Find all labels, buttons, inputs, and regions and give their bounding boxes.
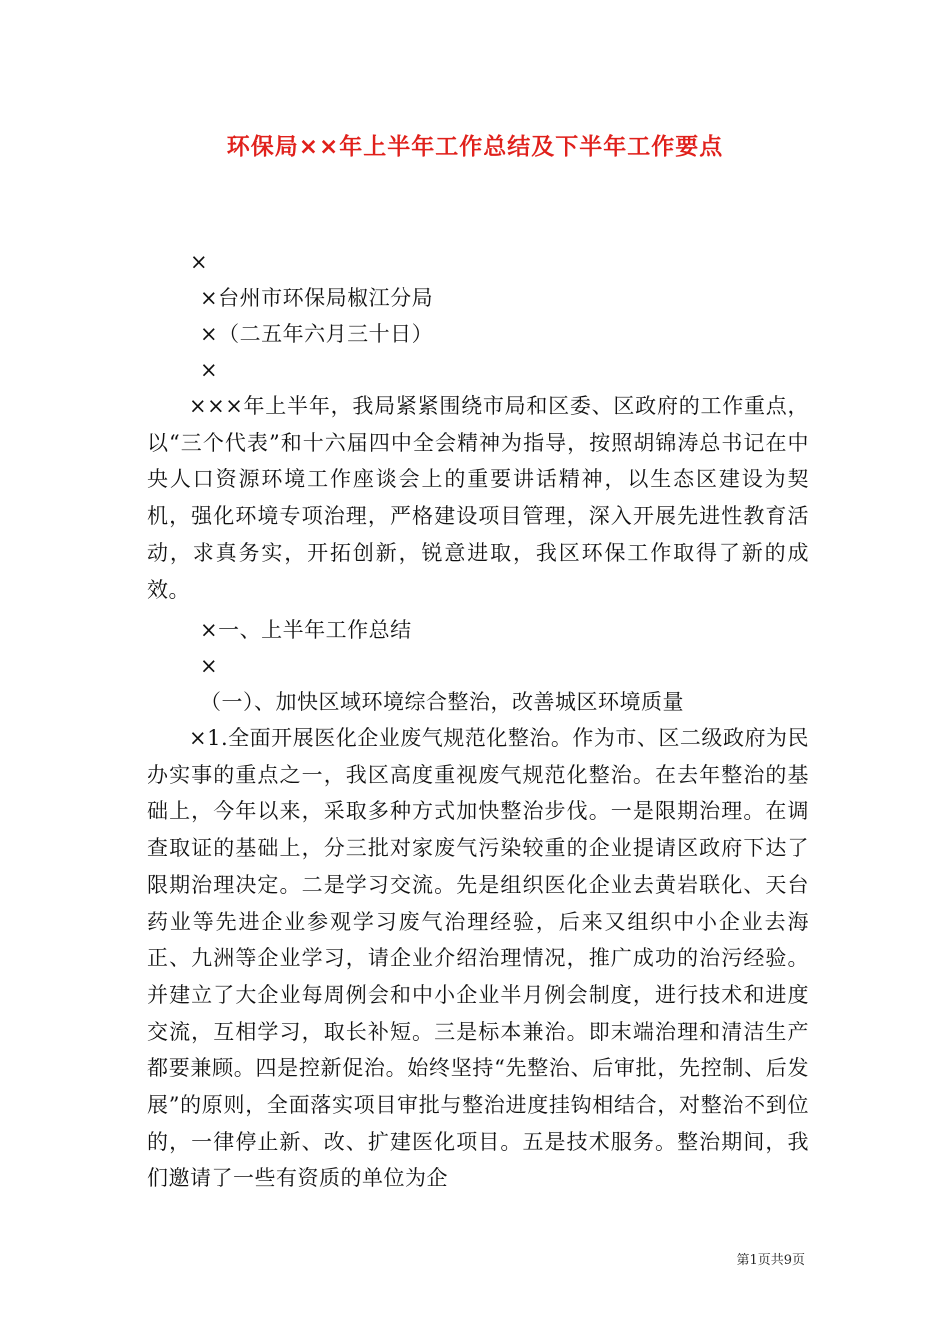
subsection-heading: （一）、加快区域环境综合整治，改善城区环境质量 <box>200 690 684 714</box>
date-line: ×（二五年六月三十日） <box>200 322 434 346</box>
author-line: ×台州市环保局椒江分局 <box>200 286 434 310</box>
marker-line-1: × <box>190 250 209 274</box>
body-paragraph-1: ×1.全面开展医化企业废气规范化整治。作为市、区二级政府为民办实事的重点之一，我区高度重视废气规范化整治。在去年整治的基础上，今年以来，采取多种方式加快整治步伐。一是限期治理。在调查取证的基础上，分三批对家废气污染较重的企业提请区政府下达了限期治理决定。二是学习交流。先是组织医化企业去黄岩联化、天台药业等先进企业参观学习废气治理经验，后来又组织中小企业去海正、九洲等企业学习，请企业介绍治理情况，推广成功的治污经验。并建立了大企业每周例会和中小企业半月例会制度，进行技术和进度交流，互相学习，取长补短。三是标本兼治。即末端治理和清洁生产都要兼顾。四是控新促治。始终坚持“先整治、后审批，先控制、后发展”的原则，全面落实项目审批与整治进度挂钩相结合，对整治不到位的，一律停止新、改、扩建医化项目。五是技术服务。整治期间，我们邀请了一些有资质的单位为企 <box>147 726 809 1191</box>
page-number: 第1页共9页 <box>736 1253 805 1268</box>
marker-line-2: × <box>200 358 219 382</box>
marker-line-3: × <box>200 654 219 678</box>
section-heading: ×一、上半年工作总结 <box>200 618 412 642</box>
intro-paragraph: ×××年上半年，我局紧紧围绕市局和区委、区政府的工作重点，以“三个代表”和十六届四中全会精神为指导，按照胡锦涛总书记在中央人口资源环境工作座谈会上的重要讲话精神，以生态区建设为契机，强化环境专项治理，严格建设项目管理，深入开展先进性教育活动，求真务实，开拓创新，锐意进取，我区环保工作取得了新的成效。 <box>147 394 809 602</box>
document-title: 环保局××年上半年工作总结及下半年工作要点 <box>226 134 724 160</box>
